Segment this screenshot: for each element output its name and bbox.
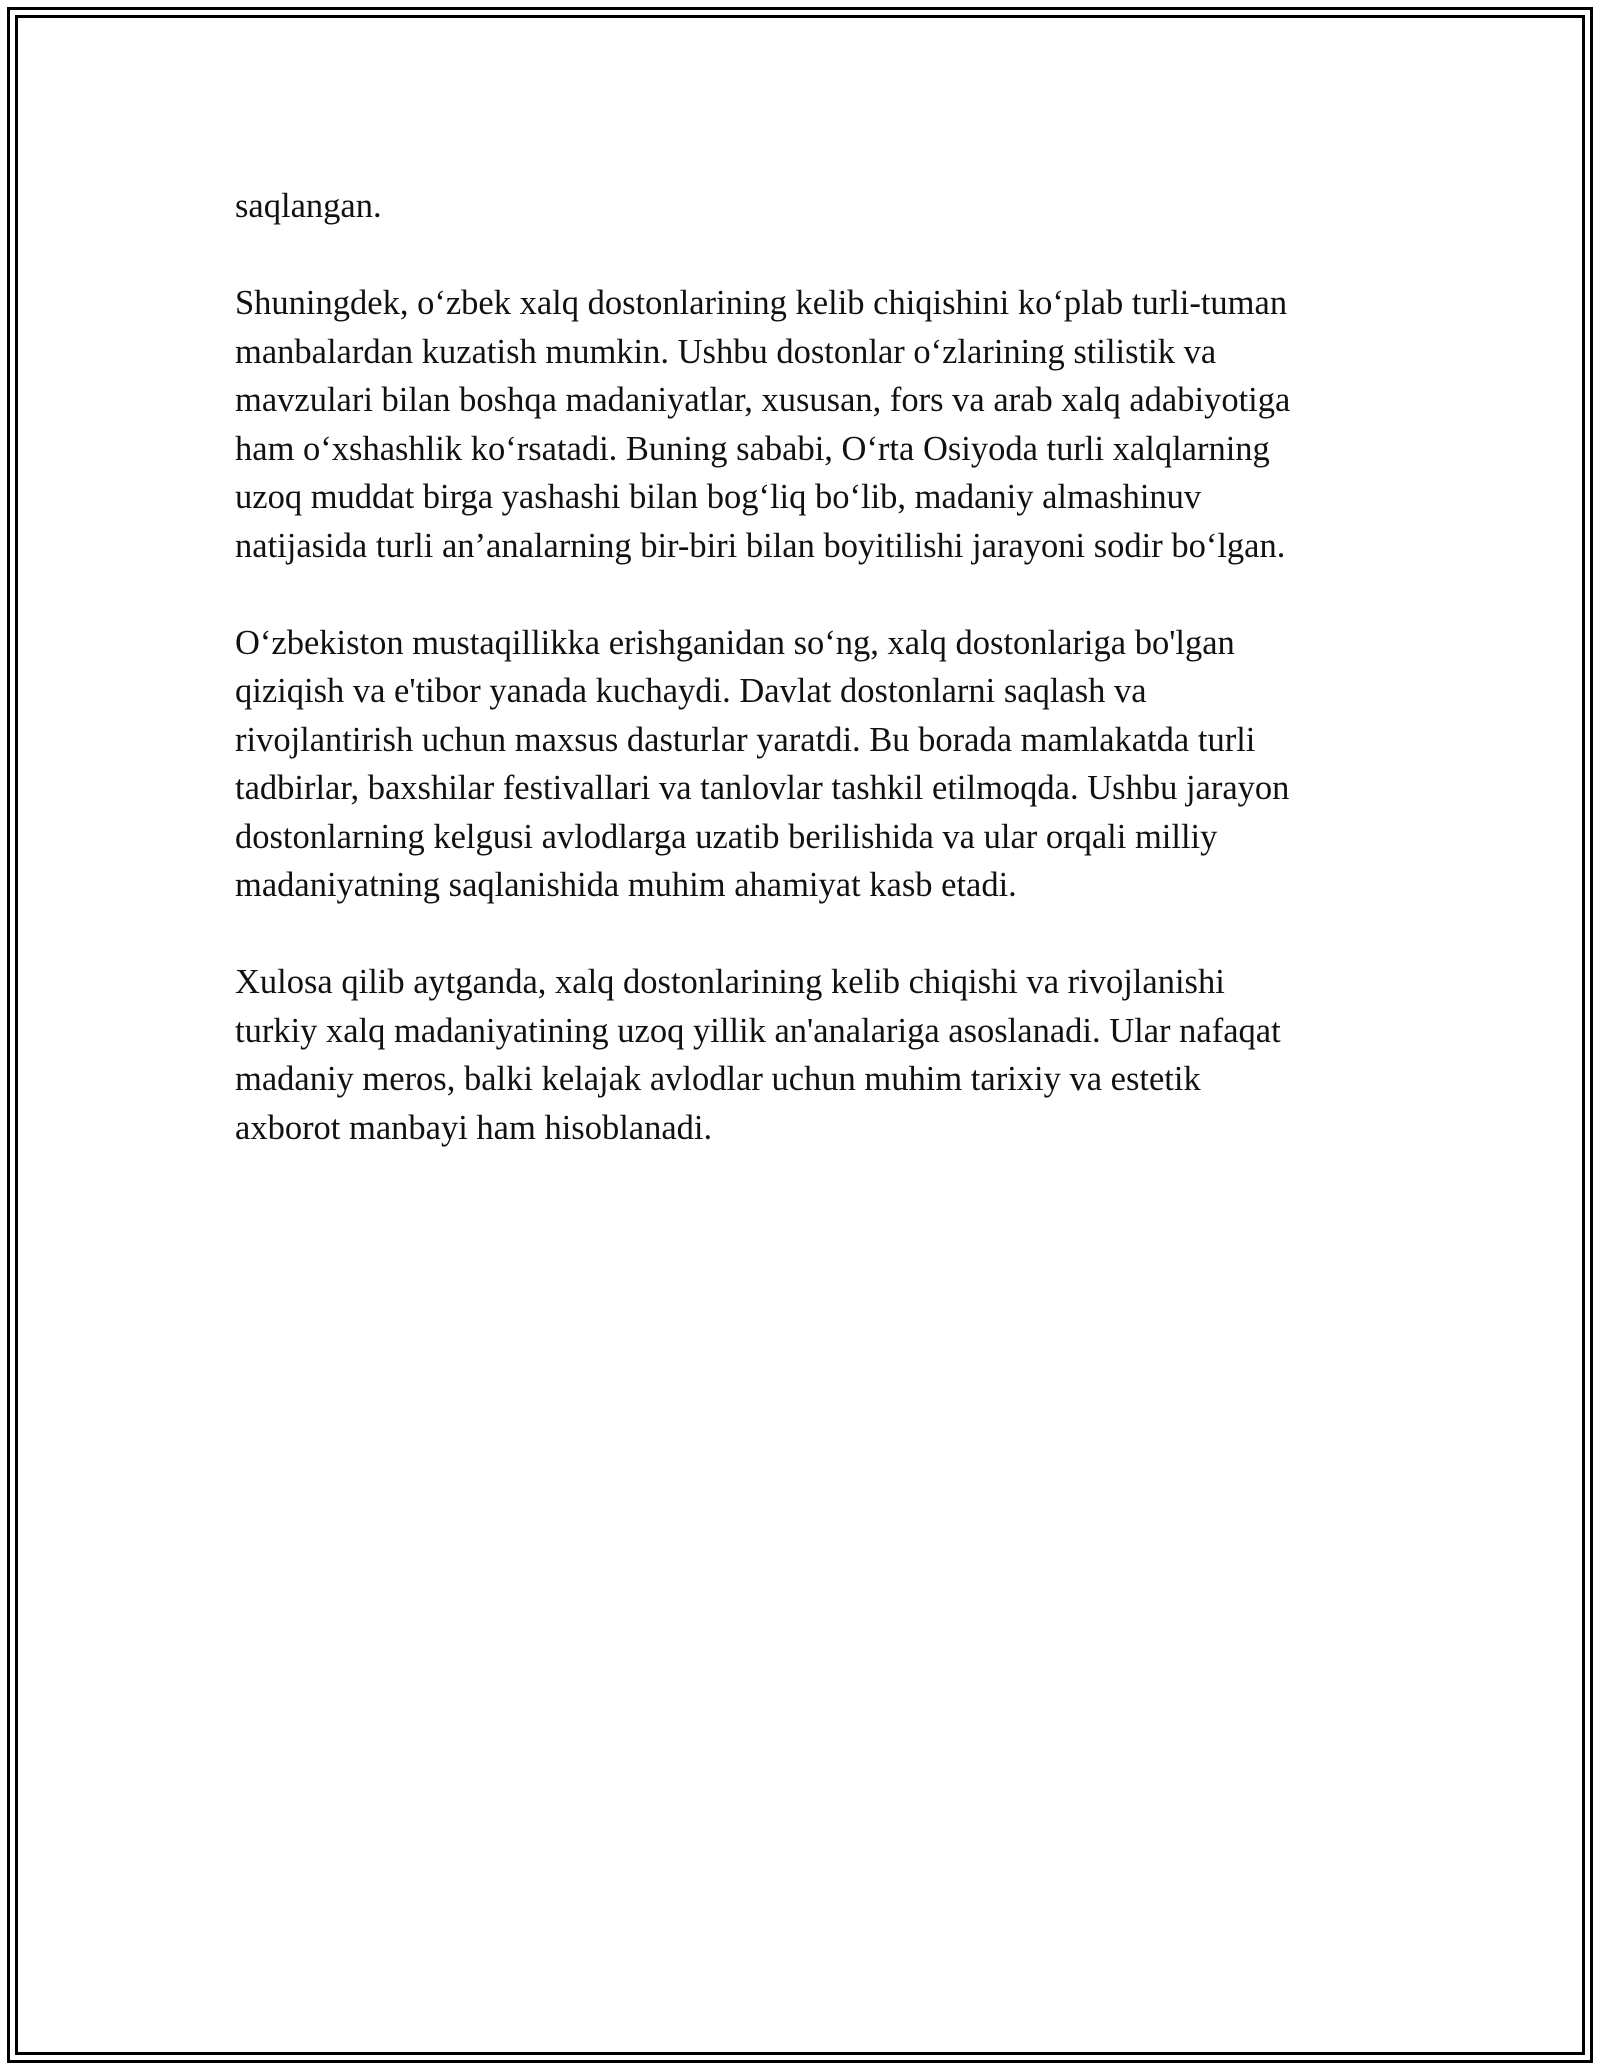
text-line: Xulosa qilib aytganda, xalq dostonlarining kelib chiqishi va rivojlanishi [235,963,1225,1001]
paragraph-conclusion [235,958,1385,1152]
document-body [235,182,1385,1201]
text-line: mavzulari bilan boshqa madaniyatlar, xususan, fors va arab xalq adabiyotiga [235,381,1291,419]
text-line: natijasida turli an’analarning bir-biri bilan boyitilishi jarayoni sodir bo‘lgan. [235,526,1286,565]
text-line: qiziqish va e'tibor yanada kuchaydi. Davlat dostonlarni saqlash va [235,672,1147,710]
text-line: axborot manbayi ham hisoblanadi. [235,1108,713,1147]
text-line: ham o‘xshashlik ko‘rsatadi. Buning sababi, O‘rta Osiyoda turli xalqlarning [235,429,1270,468]
text-line: dostonlarning kelgusi avlodlarga uzatib berilishida va ular orqali milliy [235,817,1218,856]
text-line: rivojlantirish uchun maxsus dasturlar yaratdi. Bu borada mamlakatda turli [235,720,1256,759]
paragraph-continuation [235,182,1385,231]
text-line: Shuningdek, o‘zbek xalq dostonlarining kelib chiqishini ko‘plab turli-tuman [235,284,1288,322]
paragraph-sources [235,279,1385,570]
text-line: madaniy meros, balki kelajak avlodlar uchun muhim tarixiy va estetik [235,1060,1201,1098]
text-line: uzoq muddat birga yashashi bilan bog‘liq bo‘lib, madaniy almashinuv [235,478,1202,516]
text-line: tadbirlar, baxshilar festivallari va tanlovlar tashkil etilmoqda. Ushbu jarayon [235,769,1290,807]
text-line: O‘zbekiston mustaqillikka erishganidan so‘ng, xalq dostonlariga bo'lgan [235,623,1235,662]
paragraph-independence [235,619,1385,910]
text-line: manbalardan kuzatish mumkin. Ushbu dostonlar o‘zlarining stilistik va [235,332,1217,371]
text-line: saqlangan. [235,187,382,225]
text-line: madaniyatning saqlanishida muhim ahamiyat kasb etadi. [235,866,1017,904]
text-line: turkiy xalq madaniyatining uzoq yillik an'analariga asoslanadi. Ular nafaqat [235,1011,1281,1050]
